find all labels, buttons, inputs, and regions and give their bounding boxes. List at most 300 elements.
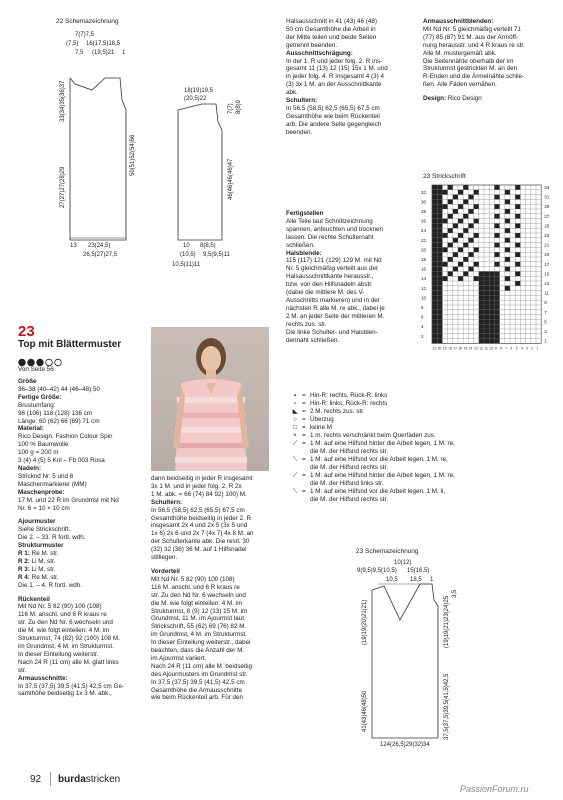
row-text: Li M. str. <box>29 557 56 565</box>
chart-col-number: 20 <box>437 346 442 351</box>
pattern-number: 23 <box>18 323 35 340</box>
schem23-right-1: (19)19(21)23(24)25 <box>444 595 450 648</box>
chart-col-number: 5 <box>515 346 518 351</box>
chart-cell <box>437 190 442 195</box>
chart-cell <box>437 286 442 291</box>
chart-cell <box>463 199 468 204</box>
chart-cell <box>489 324 494 329</box>
chart-cell <box>494 300 499 305</box>
chart-cell <box>453 223 458 228</box>
legend-equals: = <box>302 472 306 479</box>
chart-row-number-left: 6 <box>421 314 424 320</box>
chart-cell <box>484 339 489 344</box>
chart-cell <box>515 233 520 238</box>
body-line: getrennt beenden. <box>286 41 338 49</box>
chart-cell <box>515 223 520 228</box>
chart-cell <box>437 209 442 214</box>
chart-cell <box>505 286 510 291</box>
chart-cell <box>437 315 442 320</box>
body-line: nung herausstr. und 4 R kraus re str. <box>423 41 525 49</box>
body-line: Die 1. – 4. R fortl. wdh. <box>18 581 83 589</box>
schem23-top-3: 15(16,5) <box>407 568 430 574</box>
chart-cell <box>453 209 458 214</box>
legend-equals: = <box>302 392 306 399</box>
chart-cell <box>437 291 442 296</box>
chart-cell <box>432 286 437 291</box>
difficulty-dot-empty <box>46 359 53 366</box>
chart-cell <box>489 310 494 315</box>
chart-row-number-right: 1 <box>544 338 547 344</box>
chart-cell <box>494 271 499 276</box>
body-line: im Grundmst, 4 M. im Strukturmst. <box>18 643 114 650</box>
body-line: 17 M. und 22 R im Grundmst mit Nd <box>18 496 119 504</box>
body-line: 116 M. anschl. und 6 R kraus re <box>18 611 107 619</box>
chart-cell <box>463 228 468 233</box>
body-line: rechts zus. str. <box>286 320 327 328</box>
chart-row-number-right: 7 <box>544 309 547 315</box>
chart-cell <box>474 204 479 209</box>
chart-cell <box>458 262 463 267</box>
chart-cell <box>489 281 494 286</box>
chart-col-number: 15 <box>463 346 468 351</box>
body-line: im Grundmst, 4 M. im Strukturmst. <box>151 631 247 639</box>
body-line: Halsausschnitt in 41 (43) 46 (48) <box>286 18 378 25</box>
body-line: 100 g = 200 m <box>18 449 59 457</box>
chart-cell <box>468 238 473 243</box>
body-line: insgesamt 2x 4 und 2x 5 (3x 5 und <box>151 522 248 530</box>
chart-cell <box>432 319 437 324</box>
chart-cell <box>437 329 442 334</box>
chart-row-number-left: 28 <box>421 209 427 214</box>
legend-row <box>288 432 558 440</box>
chart-cell <box>432 276 437 281</box>
schem23-top-4: 10,5 <box>386 577 398 583</box>
body-line: Nr. 6 = 10 × 10 cm <box>18 504 70 512</box>
schem23-top-1: 10(12) <box>394 560 412 566</box>
chart-cell <box>432 204 437 209</box>
chart-row-number-right: 25 <box>544 223 550 229</box>
schem22-bottom-3: 26,5(27)27,5 <box>83 252 118 258</box>
chart-cell <box>432 247 437 252</box>
chart-col-number: 13 <box>474 346 478 351</box>
body-line: schließen. <box>286 241 315 249</box>
body-line: Nr. 5 gleichmäßig verteilt aus der <box>286 265 379 273</box>
chart-col-number: 14 <box>468 346 473 351</box>
chart-cell <box>515 195 520 200</box>
body-line: in jeder folg. 4. R insgesamt 4 (3) 4 <box>286 73 384 81</box>
chart-cell <box>463 214 468 219</box>
chart-cell <box>505 247 510 252</box>
chart-cell <box>515 252 520 257</box>
legend-text: 1 m. rechts verschränkt beim Querfaden zus. <box>310 432 436 439</box>
row-instruction <box>18 574 148 582</box>
section-heading: Ausschnittschrägung: <box>286 49 353 57</box>
row-label: R 4: <box>18 573 30 581</box>
chart-cell <box>432 209 437 214</box>
body-line: die M. wie folgt einteilen: 4 M. im <box>151 599 243 607</box>
difficulty-dot-empty <box>55 359 62 366</box>
footer-divider <box>50 772 51 786</box>
legend-equals <box>302 480 310 488</box>
body-line: 100 % Baumwolle <box>18 441 69 449</box>
body-line: beenden. <box>286 128 313 136</box>
chart-cell <box>432 190 437 195</box>
legend-symbol-icon <box>288 480 302 488</box>
body-line: abk. <box>286 89 298 97</box>
legend-text: die M. der Hilfsnd links str. <box>310 480 384 487</box>
chart-cell <box>479 281 484 286</box>
chart-col-number: 7 <box>505 346 508 351</box>
body-line: arb. Die andere Seite gegengleich <box>286 120 382 128</box>
chart-row-number-left: 22 <box>421 237 427 243</box>
schem22b-bottom-2: 8(8,5) <box>200 243 216 249</box>
body-line: Strickschrift, 55 (62) 69 (76) 82 M. <box>151 623 247 631</box>
chart-cell <box>432 223 437 228</box>
legend-symbol-icon: ⟍ <box>292 456 298 463</box>
from-page: Von Seite 56 <box>18 366 54 373</box>
chart-cell <box>463 243 468 248</box>
chart-cell <box>442 247 447 252</box>
chart-cell <box>448 214 453 219</box>
body-line: In 56,5 (58,5) 62,5 (65,5) 67,5 cm <box>151 506 245 514</box>
section-heading: Armausschnitte: <box>18 674 68 682</box>
watermark: PassionForum.ru <box>460 784 529 794</box>
chart-cell <box>458 247 463 252</box>
body-line: ßen. Alle Fäden vernähen. <box>423 81 497 89</box>
legend-row <box>288 472 558 480</box>
legend-symbol-icon: ◣ <box>292 408 298 415</box>
chart-cell <box>494 295 499 300</box>
legend-text: 1 M. auf eine Hilfsnd vor die Arbeit legen, 1 M. re, <box>310 456 448 463</box>
body-line: spannen, anfeuchten und trocknen <box>286 225 383 233</box>
chart-cell <box>494 315 499 320</box>
body-line: Rico Design, Fashion Colour Spin <box>18 433 113 441</box>
chart-row-number-right: 3 <box>544 329 547 334</box>
body-line: dann beidseitig in jeder R insgesamt <box>151 475 253 482</box>
section-heading: Schultern: <box>151 498 183 506</box>
schem22-bottom-2: 23(24,5) <box>88 243 111 249</box>
symbol-legend <box>288 392 558 504</box>
chart-cell <box>484 334 489 339</box>
chart-cell <box>448 199 453 204</box>
legend-symbol-icon: ▪ <box>293 392 297 399</box>
body-line: Strukturmst gestrickten M. an den <box>423 65 518 73</box>
chart-cell <box>448 228 453 233</box>
chart-col-number: 19 <box>442 346 447 351</box>
chart-cell <box>437 228 442 233</box>
chart-row-number-right: 27 <box>544 213 550 219</box>
chart-cell <box>437 281 442 286</box>
chart-row-number-right: 21 <box>544 242 550 248</box>
chart-cell <box>442 190 447 195</box>
chart-cell <box>432 329 437 334</box>
page-number: 92 <box>30 774 42 785</box>
row-instruction <box>18 558 148 566</box>
chart-cell <box>437 257 442 262</box>
schem23-right-small: 3,5 <box>452 589 458 598</box>
chart-cell <box>505 190 510 195</box>
chart-cell <box>494 319 499 324</box>
chart-cell <box>437 300 442 305</box>
chart-cell <box>515 185 520 190</box>
legend-equals <box>302 448 310 456</box>
chart-cell <box>489 271 494 276</box>
legend-row <box>288 424 558 432</box>
column-1-text <box>18 378 148 698</box>
legend-symbol-icon: ⟍ <box>292 488 298 495</box>
schem22b-top-2: (20,5)22 <box>184 96 207 102</box>
chart-cell <box>489 276 494 281</box>
legend-text: 2 M. rechts zus. str. <box>310 408 365 415</box>
legend-row <box>288 448 558 456</box>
chart-cell <box>505 238 510 243</box>
chart-cell <box>484 300 489 305</box>
chart-cell <box>458 233 463 238</box>
legend-symbol-icon <box>288 496 302 504</box>
chart-cell <box>463 185 468 190</box>
column-3-top-text <box>286 18 416 137</box>
body-line: 2 M. an jeder Seite der mittleren M. <box>286 312 385 320</box>
body-line: bzw. von den Hilfsnadeln abstr. <box>286 281 373 289</box>
legend-equals: = <box>302 488 306 495</box>
chart-cell <box>505 276 510 281</box>
body-line: wie beim Rückenteil arb. Für den <box>151 694 244 702</box>
chart-cell <box>515 204 520 209</box>
body-line: samthöhe beidseitig 1x 3 M. abk., <box>18 690 112 698</box>
body-line: 3 (4) 4 (5) 5 Knl – Fb 003 Rosa <box>18 457 105 465</box>
chart-cell <box>453 238 458 243</box>
chart-cell <box>515 281 520 286</box>
section-heading: Fertigstellen <box>286 210 324 217</box>
chart-cell <box>479 291 484 296</box>
chart-row-number-left: 8 <box>421 305 424 310</box>
chart-cell <box>432 267 437 272</box>
schem22-top-5: (19,5)21 <box>92 50 115 56</box>
chart-cell <box>432 262 437 267</box>
schem22-left-1: 33(34)35(36)37 <box>60 80 66 122</box>
chart-cell <box>437 214 442 219</box>
chart-row-number-right: 29 <box>544 204 550 210</box>
schematic-22-drawing <box>50 28 170 258</box>
body-line: nächsten R alle M. re abk., dabei je <box>286 304 385 312</box>
chart-cell <box>479 271 484 276</box>
legend-symbol-icon: ⟋ <box>292 472 298 479</box>
chart-cell <box>437 262 442 267</box>
chart-row-number-right: 33 <box>544 185 550 190</box>
legend-row <box>288 392 558 400</box>
chart-col-number: 4 <box>520 346 523 351</box>
chart-cell <box>432 291 437 296</box>
chart-cell <box>484 271 489 276</box>
chart-cell <box>484 319 489 324</box>
chart-cell <box>432 315 437 320</box>
section-heading: Material: <box>18 425 44 433</box>
body-line: lassen. Die rechte Schulternaht <box>286 233 374 241</box>
section-heading: Armausschnittblenden: <box>423 18 494 25</box>
body-line: str. Zu den Nd Nr. 6 wechseln und <box>151 591 246 599</box>
legend-text: Überzug <box>310 416 334 423</box>
chart-cell <box>432 233 437 238</box>
chart-cell <box>432 214 437 219</box>
schem22-left-2: 27(27)27(28)29 <box>60 166 66 208</box>
chart-cell <box>484 324 489 329</box>
schem22-bottom-1: 13 <box>70 243 77 249</box>
chart-cell <box>484 305 489 310</box>
legend-symbol-icon: ▫ <box>293 400 297 407</box>
column-2-text <box>151 475 279 702</box>
section-heading: Ajourmuster <box>18 518 56 526</box>
chart-cell <box>479 276 484 281</box>
chart-cell <box>468 195 473 200</box>
chart-cell <box>484 291 489 296</box>
chart-cell <box>489 300 494 305</box>
legend-equals <box>302 496 310 504</box>
chart-cell <box>494 185 499 190</box>
chart-cell <box>437 339 442 344</box>
schem22b-bottom-1: 10 <box>183 243 190 249</box>
body-line: 1 M. abk. = 66 (74) 84 92) 100) M. <box>151 490 247 498</box>
body-line: Gesamthöhe beidseitig in jeder 2. R <box>151 514 252 522</box>
body-line: 1x 6) 2x 6 und 2x 7 (4x 7) 4x 8 M. an <box>151 530 254 538</box>
chart-row-number-left: 26 <box>421 218 427 224</box>
body-line: Alle Teile laut Schnittzeichnung <box>286 217 373 225</box>
chart-cell <box>437 271 442 276</box>
row-instruction <box>18 550 148 558</box>
body-line: 96 (106) 118 (128) 136 cm <box>18 409 93 417</box>
chart-cell <box>494 310 499 315</box>
row-label: Design: <box>423 95 447 103</box>
body-line: der Schulterkante abk. Die restl. 30 <box>151 538 250 546</box>
body-line: 116 M. anschl. und 6 R kraus re <box>151 583 240 591</box>
chart-row-number-right: 5 <box>544 319 547 325</box>
section-heading: Vorderteil <box>151 567 180 575</box>
chart-cell <box>489 319 494 324</box>
chart-cell <box>484 315 489 320</box>
chart-row-number-left: 14 <box>421 276 427 282</box>
chart-col-number: 18 <box>448 346 452 351</box>
row-text: Re M. str. <box>29 573 59 581</box>
row-label: R 3: <box>18 565 30 573</box>
schem23-top-6: 1 <box>430 577 434 583</box>
chart-cell <box>484 281 489 286</box>
legend-symbol-icon <box>288 448 302 456</box>
chart-cell <box>479 310 484 315</box>
chart-col-number: 3 <box>526 346 528 351</box>
chart-cell <box>437 310 442 315</box>
body-line: Siehe Strickschrift. <box>18 526 71 534</box>
legend-equals: = <box>302 424 306 431</box>
chart-cell <box>515 214 520 219</box>
chart-cell <box>437 199 442 204</box>
chart-cell <box>437 223 442 228</box>
chart-cell <box>437 305 442 310</box>
body-line: Nach 24 R (11 cm) alle M. glatt links <box>18 658 119 666</box>
chart-col-number: 6 <box>510 346 513 351</box>
chart-cell <box>474 262 479 267</box>
chart-cell <box>494 281 499 286</box>
chart-cell <box>437 238 442 243</box>
chart-cell <box>437 185 442 190</box>
legend-symbol-icon <box>288 464 302 472</box>
chart-cell <box>494 286 499 291</box>
chart-cell <box>494 329 499 334</box>
body-line: Gesamthöhe wie beim Rückenteil <box>286 112 380 120</box>
legend-symbol-icon: □ <box>293 424 297 431</box>
chart-cell <box>432 324 437 329</box>
schem22-right: 50(51)52(54)56 <box>130 134 136 176</box>
chart-cell <box>489 339 494 344</box>
chart-cell <box>432 310 437 315</box>
body-line: (3) 3x 1 M. an der Ausschnittkante <box>286 81 382 89</box>
body-line: 115 (117) 121 (129) 129 M. mit Nd <box>286 257 382 265</box>
body-line: Maschenmarkierer (MM) <box>18 480 87 488</box>
section-heading: Nadeln: <box>18 464 42 472</box>
chart-cell <box>468 252 473 257</box>
chart-cell <box>437 247 442 252</box>
body-line: Die Seitennähte oberhalb der im <box>423 57 514 65</box>
difficulty-dot-filled <box>19 359 26 366</box>
body-line: Gesamthöhe die Armausschnitte <box>151 686 243 694</box>
chart-cell <box>494 195 499 200</box>
legend-text: die M. der Hilfsnd rechts str. <box>310 448 389 455</box>
body-line: (32) 32 (36) 36 M. auf 1 Hilfsnadel <box>151 546 247 554</box>
legend-equals <box>302 464 310 472</box>
schem22b-top-1: 18(19)19,5 <box>184 88 214 94</box>
row-instruction <box>423 95 553 103</box>
chart-cell <box>505 219 510 224</box>
legend-row <box>288 464 558 472</box>
body-line: In 37,5 (37,5) 39,5 (41,5) 42,5 cm <box>151 678 245 686</box>
section-heading: Strukturmuster <box>18 542 64 550</box>
legend-equals: = <box>302 400 306 407</box>
chart-row-number-left: 32 <box>421 189 427 195</box>
body-line: Mit Nd Nr. 5 gleichmäßig verteilt 71 <box>423 25 521 33</box>
chart-cell <box>489 329 494 334</box>
schem23-left-1: (19)19(20)21(21) <box>362 599 368 645</box>
row-text: Li M. str. <box>29 565 56 573</box>
chart-row-number-left: 30 <box>421 199 427 205</box>
chart-cell <box>505 257 510 262</box>
legend-row <box>288 416 558 424</box>
chart-cell <box>432 257 437 262</box>
chart-row-number-left: 24 <box>421 228 427 234</box>
chart-row-number-right: 13 <box>544 281 550 286</box>
section-heading: Fertige Größe: <box>18 393 62 401</box>
chart-cell <box>479 324 484 329</box>
chart-col-number: 2 <box>531 346 534 351</box>
chart-cell <box>442 276 447 281</box>
chart-cell <box>474 233 479 238</box>
chart-cell <box>458 219 463 224</box>
row-instruction <box>18 566 148 574</box>
chart-cell <box>432 271 437 276</box>
chart-cell <box>494 233 499 238</box>
chart-cell <box>494 204 499 209</box>
chart-cell <box>458 276 463 281</box>
legend-row <box>288 496 558 504</box>
chart-row-number-left: 18 <box>421 257 427 262</box>
chart-cell <box>515 243 520 248</box>
chart-cell <box>494 223 499 228</box>
row-text: Re M. str. <box>29 550 59 558</box>
chart-cell <box>489 291 494 296</box>
chart-cell <box>453 195 458 200</box>
chart-cell <box>432 334 437 339</box>
chart-cell <box>468 223 473 228</box>
body-line: Strukturmst, 8 (9) 12 (13) 15 M. im <box>151 607 248 615</box>
schem23-top-5: 18,5 <box>410 577 422 583</box>
chart-cell <box>494 243 499 248</box>
